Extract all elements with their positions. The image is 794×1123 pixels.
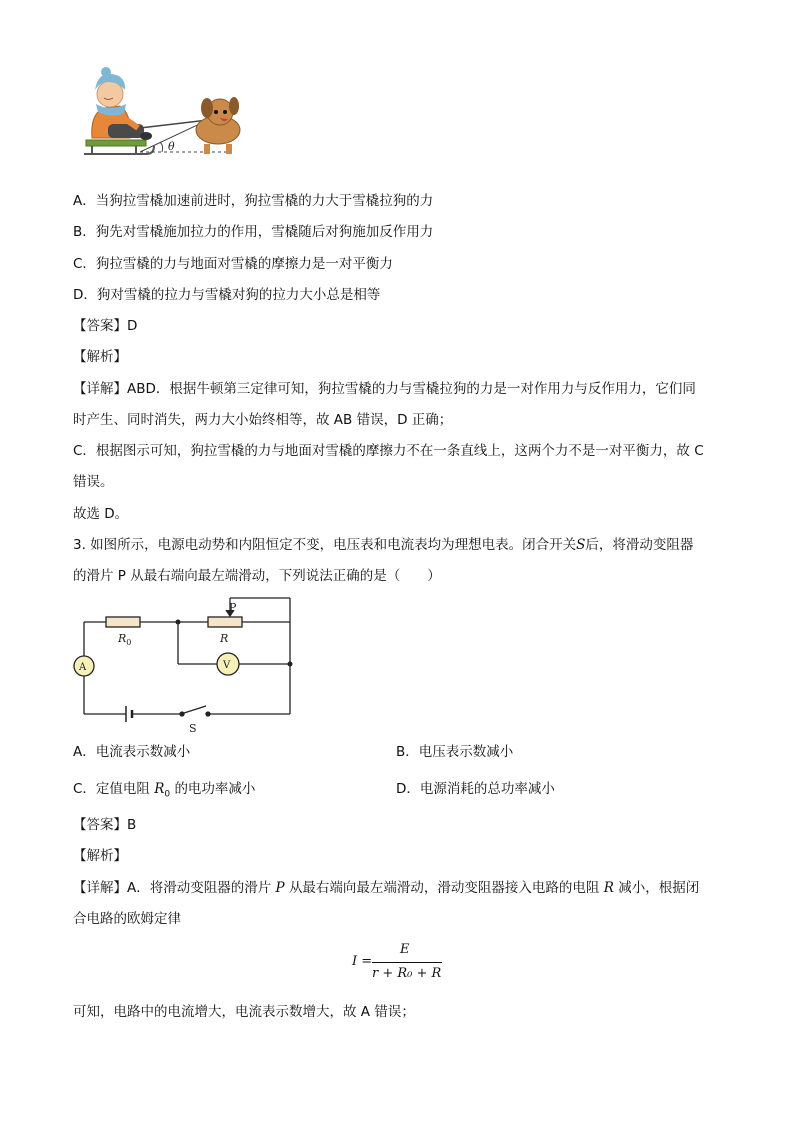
- q3-option-c-post: 的电功率减小: [174, 781, 256, 797]
- svg-text:R0: [117, 632, 131, 647]
- formula-denominator: r + R₀ + R: [372, 966, 442, 981]
- q3-detail-end: 减小，根据闭: [618, 880, 700, 896]
- q3-answer: 【答案】B: [73, 817, 137, 833]
- q2-option-c: C．狗拉雪橇的力与地面对雪橇的摩擦力是一对平衡力: [73, 256, 393, 272]
- ammeter-label: A: [79, 662, 87, 673]
- q3-stem-line-2: 的滑片 P 从最右端向最左端滑动，下列说法正确的是（ ）: [73, 568, 441, 584]
- slider-label: P: [229, 601, 237, 614]
- q3-detail-line-1: [73, 878, 699, 898]
- circuit-diagram: [70, 594, 300, 738]
- sled-dog-illustration: [80, 66, 250, 170]
- q2-analysis-heading: 【解析】: [73, 349, 127, 365]
- q3-option-a: A．电流表示数减小: [73, 744, 191, 760]
- q3-analysis-heading: 【解析】: [73, 848, 127, 864]
- ohm-law-formula: [350, 940, 450, 986]
- q2-option-a: A．当狗拉雪橇加速前进时，狗拉雪橇的力大于雪橇拉狗的力: [73, 193, 434, 209]
- q2-detail-c-line-2: 错误。: [73, 474, 114, 490]
- q3-stem-text: 3. 如图所示，电源电动势和内阻恒定不变，电压表和电流表均为理想电表。闭合开关: [73, 537, 577, 553]
- q3-detail-pre: 【详解】A．将滑动变阻器的滑片: [73, 880, 272, 896]
- q2-option-b: B．狗先对雪橇施加拉力的作用，雪橇随后对狗施加反作用力: [73, 224, 434, 240]
- r-label: R: [220, 632, 229, 645]
- q3-option-b: B．电压表示数减小: [396, 744, 514, 760]
- q3-option-c-pre: C．定值电阻: [73, 781, 150, 797]
- q3-stem-line-1: [73, 535, 693, 555]
- fraction-bar: [372, 962, 442, 963]
- q2-detail-line-2: 时产生、同时消失，两力大小始终相等，故 AB 错误，D 正确；: [73, 412, 453, 428]
- q2-detail-line-1: 【详解】ABD．根据牛顿第三定律可知，狗拉雪橇的力与雪橇拉狗的力是一对作用力与反作用力，它们同: [73, 381, 696, 397]
- r0-subscript: 0: [126, 638, 132, 647]
- q2-detail-c-line-1: C．根据图示可知，狗拉雪橇的力与地面对雪橇的摩擦力不在一条直线上，这两个力不是一对平衡力，故 C: [73, 443, 704, 459]
- q3-stem-text-end: 后，将滑动变阻器: [585, 537, 694, 553]
- q3-option-c-sub: 0: [164, 789, 171, 800]
- q2-answer: 【答案】D: [73, 318, 138, 334]
- voltmeter-label: V: [223, 660, 231, 671]
- q3-detail-r: R: [603, 880, 614, 896]
- q2-conclusion: 故选 D。: [73, 506, 129, 522]
- formula-lhs: I =: [352, 954, 373, 969]
- switch-label: S: [189, 722, 197, 735]
- q3-option-c: [73, 779, 255, 805]
- q3-option-d: D．电源消耗的总功率减小: [396, 781, 555, 797]
- q3-detail-p: P: [275, 880, 285, 896]
- formula-numerator: E: [400, 942, 410, 957]
- q3-stem-switch-var: S: [576, 537, 586, 553]
- q3-detail-mid: 从最右端向最左端滑动，滑动变阻器接入电路的电阻: [288, 880, 600, 896]
- q3-option-c-var: R: [154, 781, 165, 797]
- r0-label: R: [118, 632, 127, 645]
- q2-option-d: D．狗对雪橇的拉力与雪橇对狗的拉力大小总是相等: [73, 287, 381, 303]
- angle-label: θ: [168, 140, 175, 153]
- q3-conclusion: 可知，电路中的电流增大，电流表示数增大，故 A 错误；: [73, 1004, 415, 1020]
- q3-detail-line-2: 合电路的欧姆定律: [73, 911, 181, 927]
